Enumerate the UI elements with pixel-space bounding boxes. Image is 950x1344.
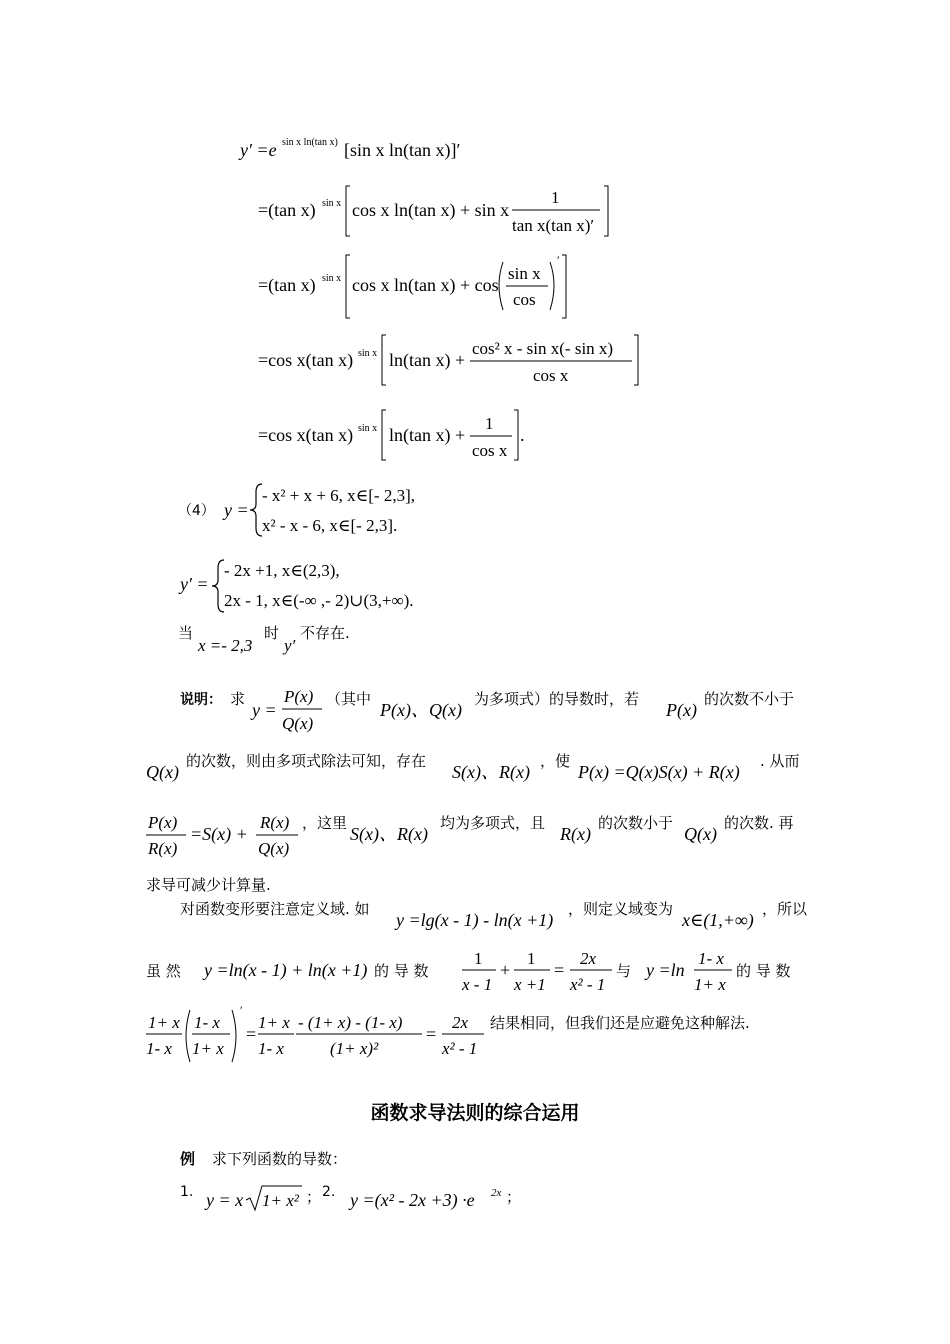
- note-text17: 的 导 数: [374, 962, 429, 980]
- note-row7-f2den: 1+ x: [192, 1039, 224, 1058]
- line1-exponent: sin x ln(tan x): [282, 137, 338, 148]
- note-row6-f1num: 1: [474, 949, 483, 968]
- line5-numerator: 1: [485, 414, 494, 433]
- line3-lead: =(tan x): [258, 275, 316, 295]
- note-text2: （其中: [326, 690, 372, 708]
- note-row5-lg: y =lg(x - 1) - ln(x +1): [396, 910, 554, 930]
- note-row3-s: =S(x) +: [190, 824, 248, 844]
- example-label: 例: [180, 1150, 196, 1168]
- note-text3: 为多项式）的导数时，若: [474, 690, 640, 708]
- note-text5: 的次数，则由多项式除法可知，存在: [186, 752, 427, 770]
- note-text7: . 从而: [760, 752, 800, 770]
- note-text10: 的次数小于: [598, 814, 674, 832]
- line2-right-bracket: [604, 186, 608, 236]
- note-text8: ，这里: [302, 814, 348, 832]
- line2-numerator: 1: [551, 188, 560, 207]
- note-row7-f4den: (1+ x)²: [330, 1039, 379, 1058]
- line3-denominator: cos: [513, 290, 536, 309]
- part4-dcase1: - 2x +1, x∈(2,3),: [224, 561, 340, 580]
- line4-denominator: cos x: [533, 366, 569, 385]
- line4-left-bracket: [382, 335, 386, 385]
- note-row3-qx: Q(x): [684, 824, 717, 844]
- item2-exp: 2x: [491, 1187, 502, 1199]
- note-row5-domain: x∈(1,+∞): [682, 910, 754, 930]
- note-sr: S(x)、R(x): [452, 762, 530, 782]
- line3-inner: cos x ln(tan x) + cos: [352, 275, 499, 295]
- line4-numerator: cos² x - sin x(- sin x): [472, 339, 614, 358]
- note-label: 说明：: [180, 692, 222, 708]
- item1-sep: ；: [306, 1188, 322, 1206]
- note-text14: ，则定义域变为: [568, 900, 674, 918]
- item1-lhs: y = x: [206, 1190, 244, 1210]
- line2-left-bracket: [346, 186, 350, 236]
- line4-inner: ln(tan x) +: [389, 350, 466, 370]
- example-block: [0, 1130, 950, 1250]
- note-row7-f1num: 1+ x: [148, 1013, 180, 1032]
- line5-right-bracket: [514, 410, 518, 460]
- note-text4: 的次数不小于: [704, 690, 795, 708]
- derivation-formula: [0, 0, 950, 480]
- note-row6-ln: y =ln(x - 1) + ln(x +1): [204, 960, 368, 980]
- note-row6-f3num: 2x: [580, 949, 597, 968]
- note-row6-eq: =: [554, 960, 565, 980]
- line5-exponent: sin x: [358, 423, 378, 434]
- line5-inner: ln(tan x) +: [389, 425, 466, 445]
- line2-lead: =(tan x): [258, 200, 316, 220]
- line2-inner: cos x ln(tan x) + sin x: [352, 200, 510, 220]
- note-row3-num: P(x): [148, 813, 178, 832]
- part4-yprime: y′: [284, 636, 296, 655]
- line5-end: .: [520, 425, 525, 445]
- note-frac-num: P(x): [284, 687, 314, 706]
- line2-denominator: tan x(tan x)′: [512, 216, 595, 235]
- note-row7-f4num: - (1+ x) - (1- x): [298, 1013, 403, 1032]
- note-row6-f2den: x +1: [514, 975, 546, 994]
- note-text15: ，所以: [762, 900, 808, 918]
- note-row6-f4den: 1+ x: [694, 975, 726, 994]
- note-text19: 的 导 数: [736, 962, 791, 980]
- item2-expr: y =(x² - 2x +3) ·e: [350, 1190, 475, 1210]
- note-division: P(x) =Q(x)S(x) + R(x): [578, 762, 740, 782]
- part4-shi: 时: [264, 624, 280, 642]
- note-row3-rx: R(x): [560, 824, 591, 844]
- note-row7-f2num: 1- x: [194, 1013, 220, 1032]
- note-row6-f1den: x - 1: [462, 975, 493, 994]
- part4-lhs: y =: [224, 500, 249, 520]
- note-row7-f3num: 1+ x: [258, 1013, 290, 1032]
- note-row3-num2: R(x): [260, 813, 290, 832]
- note-text1: 求: [230, 690, 246, 708]
- note-row7-rparen: [232, 1010, 236, 1062]
- line5-lead: =cos x(tan x): [258, 425, 354, 445]
- note-text18: 与: [616, 962, 632, 980]
- note-text12: 求导可减少计算量.: [146, 876, 271, 894]
- line4-lead: =cos x(tan x): [258, 350, 354, 370]
- note-row6-f4num: 1- x: [698, 949, 724, 968]
- line2-exponent: sin x: [322, 198, 342, 209]
- line1-lhs: y′ =e: [240, 140, 277, 160]
- part4-deriv-lhs: y′ =: [180, 574, 209, 594]
- note-paragraph: [0, 670, 950, 1070]
- note-text13: 对函数变形要注意定义域. 如: [180, 900, 370, 918]
- note-row7-eq2: =: [426, 1024, 437, 1044]
- note-row6-plus: +: [500, 960, 511, 980]
- part4-not-exist: 不存在.: [300, 624, 350, 642]
- note-row7-f1den: 1- x: [146, 1039, 172, 1058]
- line5-left-bracket: [382, 410, 386, 460]
- part4-deriv-brace: [212, 560, 224, 612]
- note-row6-f2num: 1: [527, 949, 536, 968]
- part4-label: （4）: [178, 503, 215, 519]
- note-row7-prime: ′: [240, 1003, 243, 1017]
- part4-case1: - x² + x + 6, x∈[- 2,3],: [262, 486, 415, 505]
- note-text11: 的次数. 再: [724, 814, 794, 832]
- note-text20: 结果相同，但我们还是应避免这种解法.: [490, 1014, 750, 1032]
- line3-right-paren: [550, 262, 554, 310]
- note-row7-f3den: 1- x: [258, 1039, 284, 1058]
- item1-number: 1.: [180, 1184, 194, 1200]
- note-px: P(x): [666, 700, 697, 720]
- item2-sep: ；: [506, 1188, 522, 1206]
- note-y-eq: y =: [252, 700, 277, 720]
- note-qx: Q(x): [146, 762, 179, 782]
- note-row6-lnfrac: y =ln: [646, 960, 685, 980]
- note-row7-f5num: 2x: [452, 1013, 469, 1032]
- line4-exponent: sin x: [358, 348, 378, 359]
- note-frac-den: Q(x): [282, 714, 314, 733]
- part4-when-x: x =- 2,3: [198, 636, 253, 655]
- note-row7-eq1: =: [246, 1024, 257, 1044]
- line3-prime: ′: [557, 253, 560, 267]
- example-text: 求下列函数的导数：: [212, 1150, 348, 1168]
- part4-brace: [250, 484, 262, 536]
- note-text9: 均为多项式，且: [440, 814, 546, 832]
- note-pq: P(x)、Q(x): [380, 700, 462, 720]
- line3-exponent: sin x: [322, 273, 342, 284]
- part4-case2: x² - x - 6, x∈[- 2,3].: [262, 516, 398, 535]
- part4-when: 当: [178, 624, 194, 642]
- note-text16: 虽 然: [146, 962, 181, 980]
- line3-left-bracket: [346, 255, 350, 318]
- note-row7-lparen: [186, 1010, 190, 1062]
- note-row7-f5den: x² - 1: [442, 1039, 478, 1058]
- piecewise-formula: [0, 470, 950, 670]
- line3-right-bracket: [562, 255, 566, 318]
- line4-right-bracket: [634, 335, 638, 385]
- note-row3-den2: Q(x): [258, 839, 290, 858]
- note-row6-f3den: x² - 1: [570, 975, 606, 994]
- item2-number: 2.: [322, 1184, 336, 1200]
- line1-rest: [sin x ln(tan x)]′: [344, 140, 461, 160]
- line3-numerator: sin x: [508, 264, 541, 283]
- item1-radicand: 1+ x²: [262, 1191, 299, 1210]
- section-title: 函数求导法则的综合运用: [370, 1102, 580, 1124]
- note-row3-sr: S(x)、R(x): [350, 824, 428, 844]
- line5-denominator: cos x: [472, 441, 508, 460]
- note-row3-den: R(x): [148, 839, 178, 858]
- line3-left-paren: [499, 262, 503, 310]
- part4-dcase2: 2x - 1, x∈(-∞ ,- 2)∪(3,+∞).: [224, 591, 414, 610]
- note-text6: ，使: [540, 752, 571, 770]
